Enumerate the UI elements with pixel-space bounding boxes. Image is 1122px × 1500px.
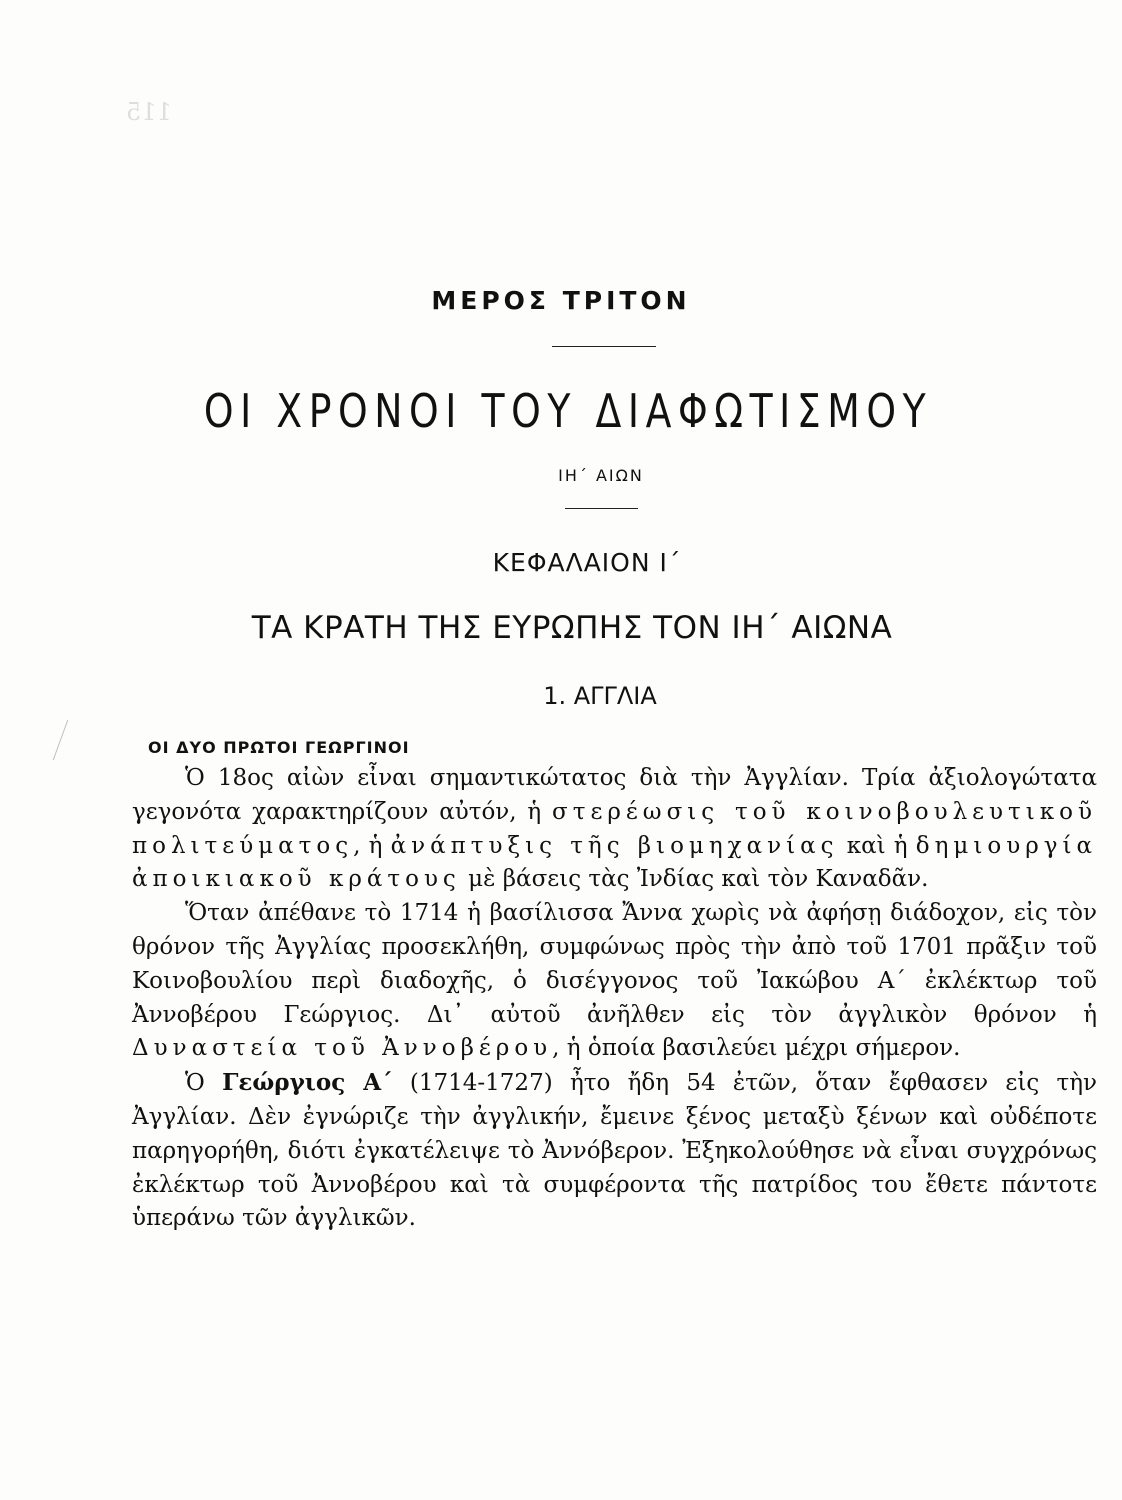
subheading: ΟΙ ΔΥΟ ΠΡΩΤΟΙ ΓΕΩΡΓΙΝΟΙ (148, 738, 410, 757)
section-heading: 1. ΑΓΓΛΙΑ (543, 682, 657, 710)
emphasized-text: δημιουργία ἀποικιακοῦ κράτους (132, 832, 1098, 893)
main-title: ΟΙ ΧΡΟΝΟΙ ΤΟΥ ΔΙΑΦΩΤΙΣΜΟΥ (203, 384, 933, 438)
chapter-number: ΚΕΦΑΛΑΙΟΝ Ι΄ (492, 548, 682, 577)
paragraph (132, 897, 1097, 1066)
paragraph (132, 762, 1097, 897)
emphasized-text: στερέωσις τοῦ κοινοβουλευτικοῦ πολιτεύματος (132, 798, 1097, 859)
divider-rule (565, 508, 638, 509)
pencil-mark (53, 720, 93, 760)
text-run: Ὁ 18ος αἰὼν εἶναι σημαντικώτατος διὰ τὴν Ἀγγλίαν. Τρία ἀξιολογώτατα γεγονότα χαρακτηρίζουν αὐτόν, ἡ (132, 765, 1097, 825)
emphasized-text: ἀνάπτυξις τῆς βιομηχανίας (390, 832, 839, 859)
text-run: , ἡ ὁποία βασιλεύει μέχρι σήμερον. (552, 1035, 961, 1062)
text-run: μὲ βάσεις τὰς Ἰνδίας καὶ τὸν Καναδᾶν. (460, 866, 929, 893)
century-label: ΙΗ΄ ΑΙΩΝ (558, 466, 644, 485)
text-run: καὶ ἡ (838, 832, 916, 859)
divider-rule (552, 346, 656, 347)
page-number-bleed: 115 (126, 98, 172, 126)
text-run: Ὁ (185, 1070, 223, 1097)
text-run: (1714-1727) ἦτο ἤδη 54 ἐτῶν, ὅταν ἔφθασεν εἰς τὴν Ἀγγλίαν. Δὲν ἐγνώριζε τὴν ἀγγλικήν, ἔμεινε ξένος μεταξὺ ξένων καὶ οὐδέποτε παρηγορήθη, διότι ἐγκατέλειψε τὸ Ἀννόβερον. Ἐξηκολούθησε νὰ εἶναι συγχρόνως ἐκλέκτωρ τοῦ Ἀννοβέρου καὶ τὰ συμφέροντα τῆς πατρίδος του ἔθετε πάντοτε ὑπεράνω τῶν ἀγγλικῶν. (132, 1070, 1098, 1232)
chapter-title: ΤΑ ΚΡΑΤΗ ΤΗΣ ΕΥΡΩΠΗΣ ΤΟΝ ΙΗ΄ ΑΙΩΝΑ (251, 610, 893, 646)
body-text (132, 762, 1097, 1236)
text-run: , ἡ (353, 832, 391, 859)
text-run: Ὅταν ἀπέθανε τὸ 1714 ἡ βασίλισσα Ἄννα χωρὶς νὰ ἀφήσῃ διάδοχον, εἰς τὸν θρόνον τῆς Ἀγγλίας προσεκλήθη, συμφώνως πρὸς τὴν ἀπὸ τοῦ 1701 πρᾶξιν τοῦ Κοινοβουλίου περὶ διαδοχῆς, ὁ δισέγγονος τοῦ Ἰακώβου Α΄ ἐκλέκτωρ τοῦ Ἀννοβέρου Γεώργιος. Δι᾿ αὐτοῦ ἀνῆλθεν εἰς τὸν ἀγγλικὸν θρόνον ἡ (132, 900, 1097, 1028)
part-title: ΜΕΡΟΣ ΤΡΙΤΟΝ (431, 286, 691, 315)
paragraph (132, 1066, 1097, 1236)
bold-name: Γεώργιος Α΄ (222, 1069, 393, 1097)
emphasized-text: Δυναστεία τοῦ Ἀννοβέρου (132, 1035, 553, 1062)
